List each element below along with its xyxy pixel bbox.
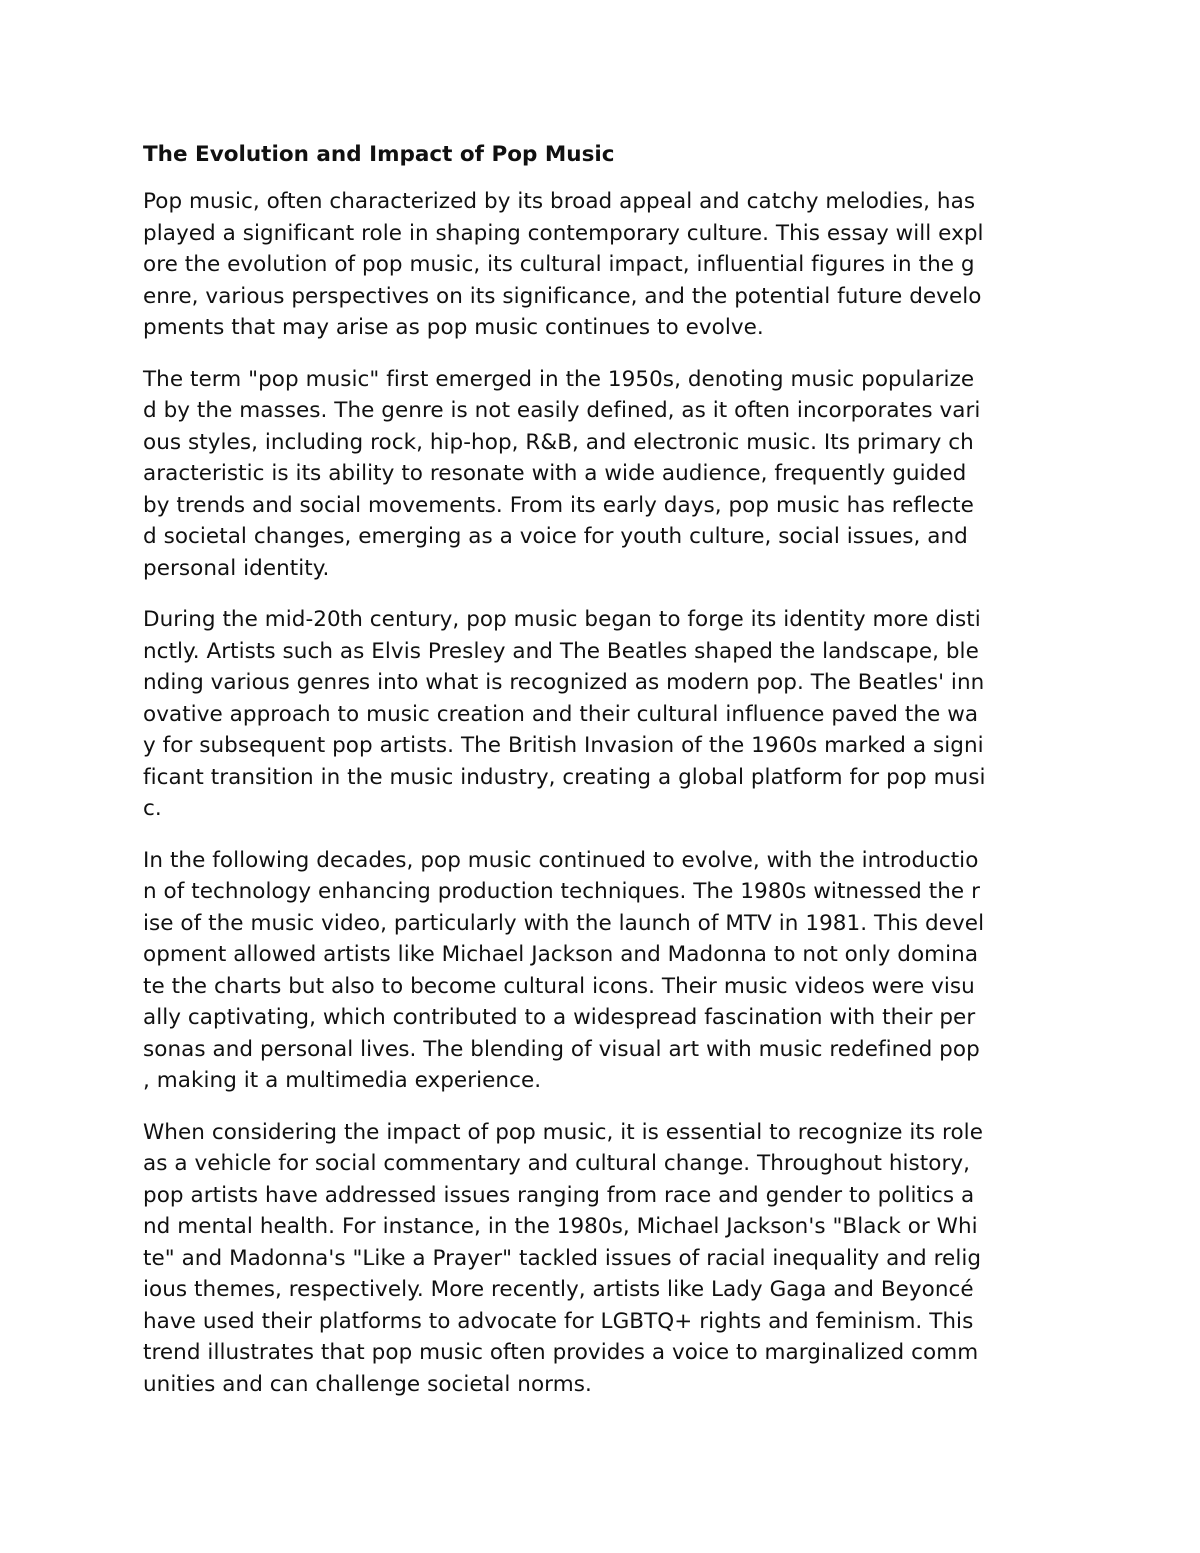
paragraph-line: pop artists have addressed issues ranging from race and gender to politics a <box>143 1182 975 1208</box>
paragraph-line: pments that may arise as pop music continues to evolve. <box>143 315 764 340</box>
paragraph-line: nding various genres into what is recognized as modern pop. The Beatles' inn <box>143 670 985 695</box>
paragraph-line: played a significant role in shaping contemporary culture. This essay will expl <box>143 220 984 246</box>
paragraph-line: ovative approach to music creation and their cultural influence paved the wa <box>143 701 979 727</box>
paragraph-line: , making it a multimedia experience. <box>143 1068 542 1093</box>
paragraph-line: te the charts but also to become cultural icons. Their music videos were visu <box>143 973 975 999</box>
paragraph-line: opment allowed artists like Michael Jackson and Madonna to not only domina <box>143 942 979 967</box>
paragraph-line: have used their platforms to advocate for LGBTQ+ rights and feminism. This <box>143 1308 974 1334</box>
paragraph-line: During the mid-20th century, pop music began to forge its identity more disti <box>143 607 981 632</box>
paragraph-line: by trends and social movements. From its early days, pop music has reflecte <box>143 492 974 518</box>
paragraph-line: trend illustrates that pop music often provides a voice to marginalized comm <box>143 1340 979 1365</box>
paragraph-line: ous styles, including rock, hip-hop, R&B, and electronic music. Its primary ch <box>143 429 974 455</box>
paragraph-line: ore the evolution of pop music, its cultural impact, influential figures in the g <box>143 252 975 277</box>
document-body <box>143 139 1063 1420</box>
paragraph-line: te" and Madonna's "Like a Prayer" tackled issues of racial inequality and relig <box>143 1245 982 1271</box>
paragraph <box>143 845 1063 1097</box>
paragraph-line: aracteristic is its ability to resonate with a wide audience, frequently guided <box>143 461 967 486</box>
paragraph-list <box>143 186 1063 1400</box>
paragraph-line: ficant transition in the music industry, creating a global platform for pop musi <box>143 764 986 790</box>
paragraph-line: nctly. Artists such as Elvis Presley and The Beatles shaped the landscape, ble <box>143 638 979 664</box>
paragraph-line: The term "pop music" first emerged in the 1950s, denoting music popularize <box>143 366 975 392</box>
paragraph <box>143 364 1063 585</box>
paragraph-line: unities and can challenge societal norms. <box>143 1371 592 1397</box>
paragraph-line: n of technology enhancing production techniques. The 1980s witnessed the r <box>143 879 980 904</box>
paragraph-line: ise of the music video, particularly with the launch of MTV in 1981. This devel <box>143 910 985 936</box>
paragraph-line: enre, various perspectives on its significance, and the potential future develo <box>143 283 982 309</box>
paragraph-line: ally captivating, which contributed to a widespread fascination with their per <box>143 1005 976 1030</box>
paragraph-line: sonas and personal lives. The blending of visual art with music redefined pop <box>143 1036 980 1062</box>
paragraph <box>143 604 1063 825</box>
paragraph-line: y for subsequent pop artists. The British Invasion of the 1960s marked a signi <box>143 733 984 758</box>
paragraph-line: c. <box>143 796 162 821</box>
paragraph-line: personal identity. <box>143 555 330 581</box>
paragraph-line: d societal changes, emerging as a voice for youth culture, social issues, and <box>143 524 968 549</box>
paragraph-line: as a vehicle for social commentary and cultural change. Throughout history, <box>143 1151 971 1176</box>
paragraph-line: ious themes, respectively. More recently, artists like Lady Gaga and Beyoncé <box>143 1277 974 1302</box>
paragraph-line: When considering the impact of pop music, it is essential to recognize its role <box>143 1119 983 1145</box>
paragraph-line: Pop music, often characterized by its broad appeal and catchy melodies, has <box>143 189 976 214</box>
paragraph <box>143 1117 1063 1401</box>
document-title: The Evolution and Impact of Pop Music <box>143 142 615 167</box>
paragraph-line: In the following decades, pop music continued to evolve, with the introductio <box>143 847 979 873</box>
paragraph <box>143 186 1063 344</box>
paragraph-line: d by the masses. The genre is not easily defined, as it often incorporates vari <box>143 398 981 423</box>
paragraph-line: nd mental health. For instance, in the 1980s, Michael Jackson's "Black or Whi <box>143 1214 978 1239</box>
